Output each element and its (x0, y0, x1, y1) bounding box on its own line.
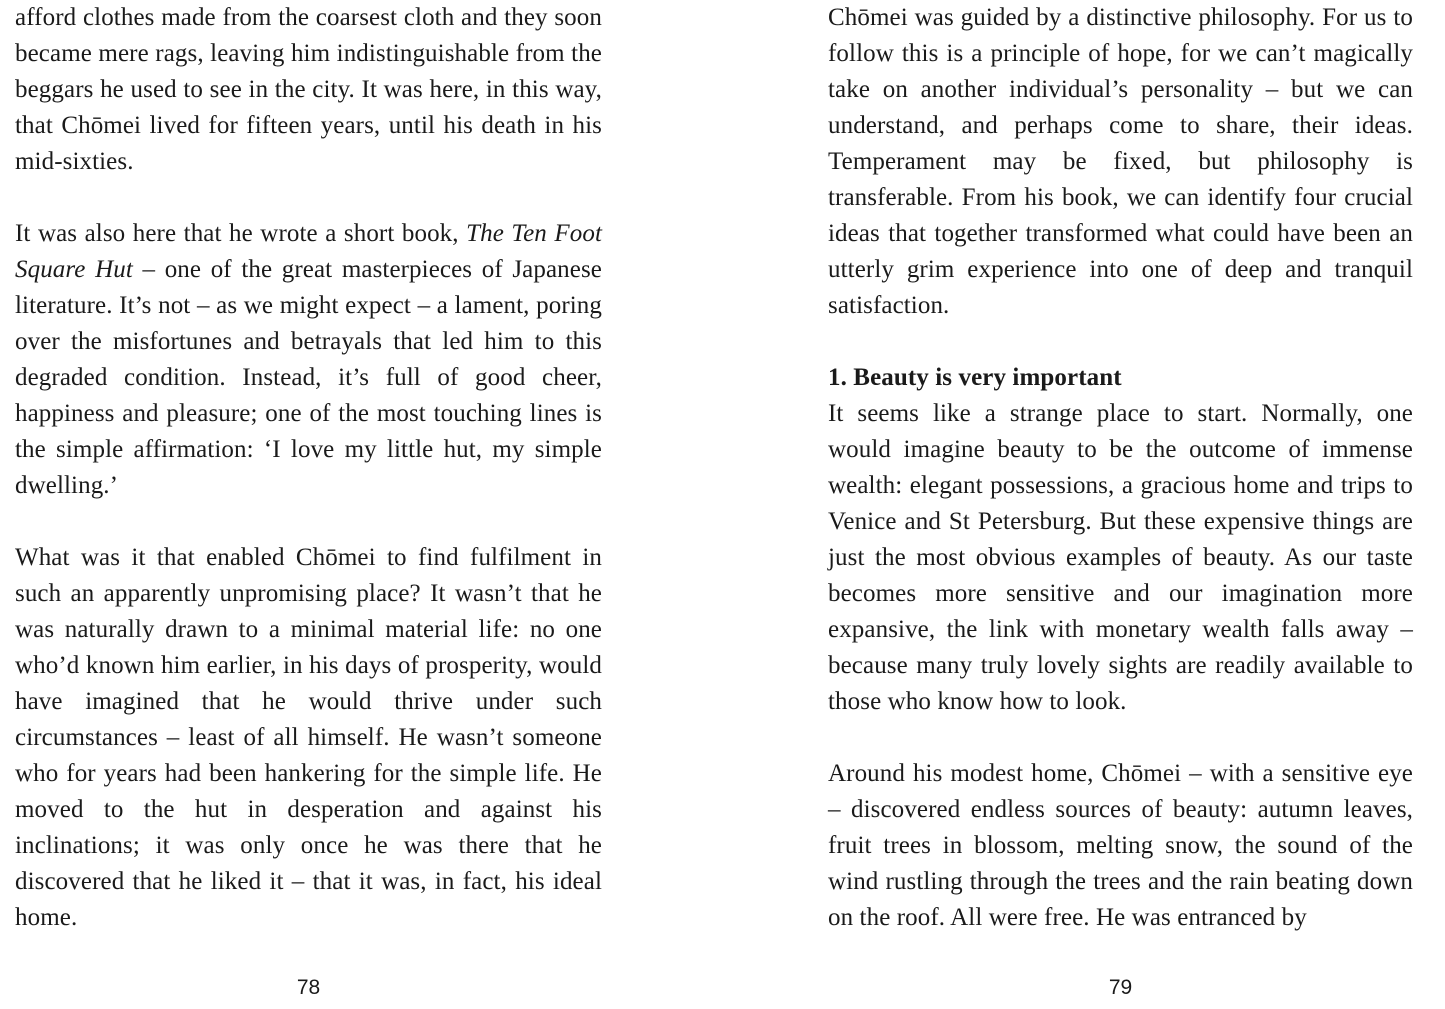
page-right (722, 0, 1445, 1009)
paragraph-short-book (15, 216, 602, 504)
book-title: The Ten Foot Square Hut (15, 220, 602, 283)
text-segment: 1. Beauty is very important (828, 364, 1122, 391)
heading-beauty-important (828, 360, 1413, 396)
text-segment: It was also here that he wrote a short book, (15, 220, 467, 247)
text-segment: Chōmei was guided by a distinctive philosophy. For us to follow this is a principle of hope, for we can’t magically take on another individual’s personality – but we can understand, and perhaps come to share, their ideas. Temperament may be fixed, but philosophy is transferable. From his book, we can identify four crucial ideas that together transformed what could have been an utterly grim experience into one of deep and tranquil satisfaction. (828, 4, 1413, 319)
page-left-text (15, 0, 602, 972)
text-segment: afford clothes made from the coarsest cloth and they soon became mere rags, leaving him indistinguishable from the beggars he used to see in the city. It was here, in this way, that Chōmei lived for fifteen years, until his death in his mid-sixties. (15, 4, 602, 175)
text-segment: It seems like a strange place to start. Normally, one would imagine beauty to be the outcome of immense wealth: elegant possessions, a gracious home and trips to Venice and St Petersburg. But these expensive things are just the most obvious examples of beauty. As our taste becomes more sensitive and our imagination more expansive, the link with monetary wealth falls away – because many truly lovely sights are readily available to those who know how to look. (828, 400, 1413, 715)
page-number-left: 78 (296, 976, 321, 999)
paragraph-distinctive-philosophy (828, 0, 1413, 324)
text-segment: What was it that enabled Chōmei to find fulfilment in such an apparently unpromising place? It wasn’t that he was naturally drawn to a minimal material life: no one who’d known him earlier, in his days of prosperity, would have imagined that he would thrive under such circumstances – least of all himself. He wasn’t someone who for years had been hankering for the simple life. He moved to the hut in desperation and against his inclinations; it was only once he was there that he discovered that he liked it – that it was, in fact, his ideal home. (15, 544, 602, 931)
paragraph-strange-place-to-start (828, 396, 1413, 720)
paragraph-rags-and-death (15, 0, 602, 180)
page-left (0, 0, 722, 1009)
text-segment: Around his modest home, Chōmei – with a sensitive eye – discovered endless sources of beauty: autumn leaves, fruit trees in blossom, melting snow, the sound of the wind rustling through the trees and the rain beating down on the roof. All were free. He was entranced by (828, 760, 1413, 931)
page-right-text (828, 0, 1413, 972)
paragraph-sources-of-beauty (828, 756, 1413, 936)
paragraph-fulfilment (15, 540, 602, 936)
page-number-right: 79 (1108, 976, 1133, 999)
text-segment: – one of the great masterpieces of Japanese literature. It’s not – as we might expect – a lament, poring over the misfortunes and betrayals that led him to this degraded condition. Instead, it’s full of good cheer, happiness and pleasure; one of the most touching lines is the simple affirmation: ‘I love my little hut, my simple dwelling.’ (15, 256, 602, 499)
